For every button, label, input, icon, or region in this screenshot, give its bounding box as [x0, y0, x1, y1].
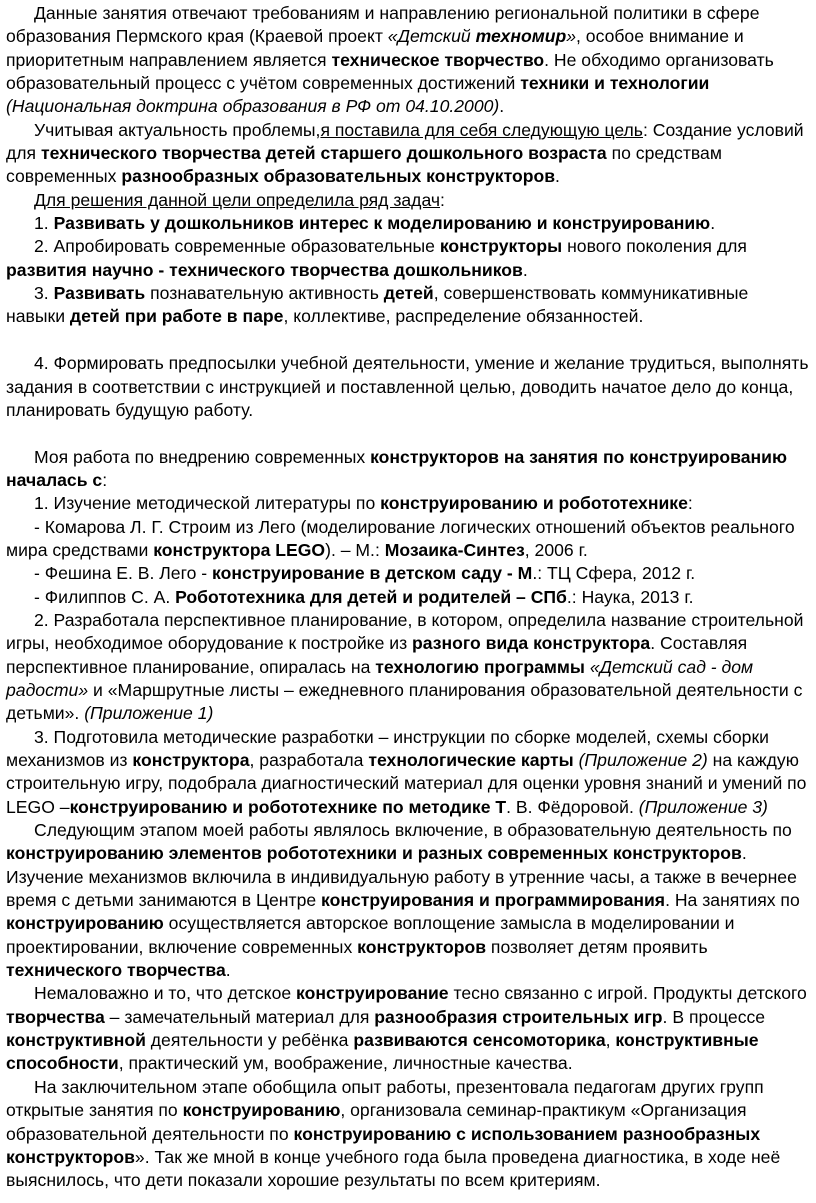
paragraph-ref-feshina: [6, 562, 810, 585]
text-run: 4. Формировать предпосылки учебной деятельности, умение и желание трудиться, выполнять задания в соответствии с инструкцией и поставленной целью, доводить начатое дело до конца, планировать будущую работу.: [6, 353, 809, 420]
text-run: , коллективе, распределение обязанностей.: [283, 306, 644, 327]
text-run: (Национальная доктрина образования в РФ от 04.10.2000): [6, 96, 500, 117]
text-run: Развивать: [53, 283, 146, 304]
text-run: , особое внимание и приоритетным направлением является: [6, 26, 744, 70]
paragraph-intro: [6, 2, 810, 119]
text-run: .: ТЦ Сфера, 2012 г.: [532, 563, 696, 584]
paragraph-final-stage: [6, 1076, 810, 1193]
text-run: .: [555, 166, 560, 187]
text-run: Немаловажно и то, что детское: [34, 983, 297, 1004]
text-run: (Приложение 1): [84, 703, 214, 724]
text-run: конструирование в детском саду - М: [212, 563, 533, 584]
paragraph-task-1: [6, 212, 810, 235]
text-run: На заключительном этапе обобщила опыт работы, презентовала педагогам других групп открытые занятия по: [6, 1076, 764, 1121]
text-run: . Не обходимо организовать образовательный процесс с учётом современных достижений: [6, 49, 774, 94]
text-run: (Приложение 2): [578, 750, 708, 770]
text-run: конструирования и программирования: [321, 890, 666, 911]
paragraph-ref-komarova: [6, 516, 810, 563]
text-run: конструкторы: [439, 236, 563, 257]
text-run: .: [499, 96, 505, 117]
text-run: (Приложение 3): [638, 796, 768, 817]
text-run: .: [225, 960, 231, 981]
text-run: 1.: [34, 213, 54, 234]
text-run: ). – М.:: [325, 539, 385, 560]
text-run: конструированию элементов робототехники и разных современных конструкторов: [6, 843, 742, 864]
text-run: – замечательный материал для: [104, 1006, 375, 1027]
text-run: :: [687, 493, 693, 514]
text-run: технологию программы: [375, 656, 585, 677]
text-run: :: [102, 469, 108, 490]
text-run: , практический ум, воображение, личностные качества.: [118, 1053, 573, 1074]
text-run: нового поколения для: [562, 236, 747, 257]
text-run: развиваются сенсомоторика: [353, 1030, 606, 1051]
paragraph-literature: [6, 492, 810, 515]
text-run: конструирование: [296, 983, 449, 1004]
text-run: конструктора: [132, 750, 250, 770]
text-run: по средствам современных: [6, 143, 722, 187]
paragraph-goal: [6, 119, 810, 189]
text-run: конструктора LEGO: [153, 539, 326, 560]
text-run: познавательную активность: [145, 283, 384, 304]
text-run: техномир: [475, 26, 567, 47]
paragraph-task-2: [6, 235, 810, 282]
text-run: - Филиппов С. А.: [34, 586, 176, 607]
text-run: Учитывая актуальность проблемы,: [34, 119, 321, 140]
text-run: осуществляется авторское воплощение замысла в моделировании и проектировании, включение современных: [6, 913, 735, 957]
text-run: , разработала: [249, 750, 369, 770]
paragraph-work-start: [6, 446, 810, 493]
text-run: конструктивные способности: [6, 1030, 759, 1074]
text-run: технического творчества: [6, 960, 226, 981]
text-run: детей при работе в паре: [69, 306, 284, 327]
text-run: и «Маршрутные листы – ежедневного планирования образовательной деятельности с детьми».: [6, 679, 803, 724]
text-run: : Создание условий для: [6, 119, 804, 164]
text-run: .: [522, 259, 528, 280]
text-run: ». Так же мной в конце учебного года была проведена диагностика, в ходе неё выяснилось, что дети показали хорошие результаты по всем критериям.: [6, 1146, 781, 1191]
paragraph-tasks-heading: [6, 189, 810, 212]
text-run: Робототехника для детей и родителей – СПб: [175, 586, 567, 607]
text-run: , 2006 г.: [524, 539, 588, 560]
text-run: Моя работа по внедрению современных: [34, 446, 371, 467]
text-run: . Изучение механизмов включила в индивидуальную работу в утренние часы, а также в вечернее время с детьми занимаются в Центре: [6, 843, 797, 911]
text-run: позволяет детям проявить: [486, 936, 708, 957]
text-run: конструированию и робототехнике: [380, 493, 688, 514]
text-run: Данные занятия отвечают требованиям и направлению региональной политики в сфере образования Пермского края (Краевой проект: [6, 3, 760, 47]
text-run: 3.: [34, 283, 54, 304]
text-run: «Детский сад - дом радости»: [6, 656, 754, 700]
text-run: конструированию: [6, 913, 164, 934]
text-run: техники и технологии: [520, 73, 710, 94]
text-run: Следующим этапом моей работы являлось включение, в образовательную деятельность по: [34, 820, 792, 841]
text-run: .: [710, 213, 716, 234]
text-run: - Фешина Е. В. Лего -: [34, 563, 213, 584]
text-run: , совершенствовать коммуникативные навыки: [6, 283, 749, 327]
text-run: конструкторов: [357, 936, 487, 957]
text-run: творчества: [6, 1006, 105, 1027]
text-run: Развивать у дошкольников интерес к моделированию и конструированию: [53, 213, 711, 234]
text-run: деятельности у ребёнка: [145, 1030, 354, 1051]
text-run: , организовала семинар-практикум «Организация образовательной деятельности по: [6, 1100, 747, 1144]
text-run: 2. Апробировать современные образовательные: [34, 236, 440, 257]
text-run: Мозаика-Синтез: [384, 539, 525, 560]
paragraph-next-stage: [6, 819, 810, 982]
text-run: детей: [383, 283, 434, 304]
text-run: . На занятиях по: [665, 890, 800, 911]
text-run: Для решения данной цели определила ряд задач: [34, 189, 441, 210]
text-run: . Составляя перспективное планирование, опиралась на: [6, 633, 748, 677]
text-run: .: Наука, 2013 г.: [566, 586, 694, 607]
text-run: технического творчества детей старшего дошкольного возраста: [40, 143, 607, 164]
text-run: конструкторов на занятия по конструированию началась с: [6, 446, 788, 490]
text-run: 2. Разработала перспективное планирование, в котором, определила название строительной игры, необходимое оборудование к постройке из: [6, 609, 804, 654]
text-run: :: [440, 189, 445, 210]
text-run: 3. Подготовила методические разработки – инструкции по сборке моделей, схемы сборки механизмов из: [6, 726, 769, 770]
text-run: 1. Изучение методической литературы по: [34, 493, 381, 514]
text-run: разнообразных образовательных конструкторов: [121, 166, 556, 187]
text-run: на каждую строительную игру, подобрала диагностический материал для оценки уровня знаний и умений по LEGO –: [6, 750, 807, 817]
text-run: »: [566, 26, 577, 47]
text-run: я поставила для себя следующую цель: [320, 119, 643, 140]
text-run: ,: [605, 1030, 616, 1051]
text-run: техническое творчество: [331, 49, 545, 70]
text-run: конструированию и робототехнике по методике Т: [69, 796, 507, 817]
paragraph-play: [6, 982, 810, 1075]
paragraph-planning: [6, 609, 810, 726]
text-run: «Детский: [387, 26, 476, 47]
text-run: развития научно - технического творчества дошкольников: [6, 259, 523, 280]
text-run: разного вида конструктора: [412, 633, 651, 654]
paragraph-methods: [6, 726, 810, 819]
paragraph-task-4: [6, 352, 810, 422]
text-run: конструктивной: [6, 1030, 146, 1051]
text-run: - Комарова Л. Г. Строим из Лего (моделирование логических отношений объектов реального мира средствами: [6, 516, 795, 560]
text-run: конструированию с использованием разнообразных конструкторов: [6, 1123, 761, 1167]
paragraph-task-3: [6, 282, 810, 329]
text-run: технологические карты: [368, 750, 574, 770]
paragraph-ref-filippov: [6, 586, 810, 609]
text-run: тесно связанно с игрой. Продукты детского: [448, 983, 807, 1004]
text-run: разнообразия строительных игр: [374, 1006, 663, 1027]
text-run: конструированию: [182, 1100, 341, 1121]
text-run: . В. Фёдоровой.: [506, 796, 639, 817]
text-run: . В процессе: [662, 1006, 766, 1027]
